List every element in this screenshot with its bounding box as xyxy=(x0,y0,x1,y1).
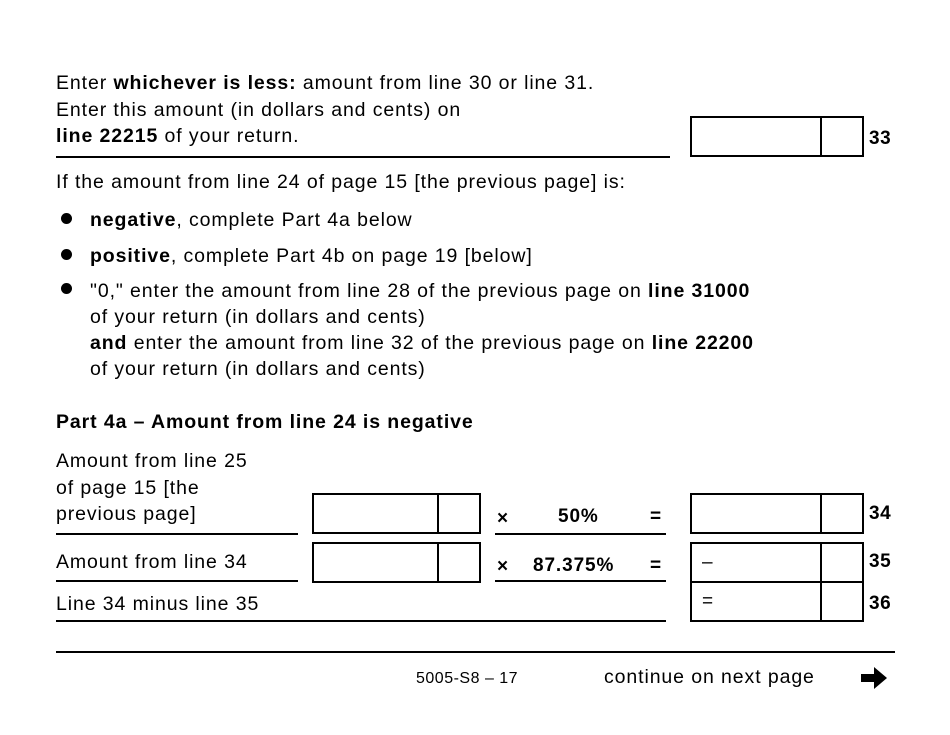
row34-rate: 50% xyxy=(558,506,599,527)
minus-sign: – xyxy=(702,552,714,573)
row36-amount-field[interactable] xyxy=(690,581,864,622)
bullet-zero-line3: and enter the amount from line 32 of the previous page on line 22200 xyxy=(90,332,754,354)
row35-input-field[interactable] xyxy=(312,542,481,583)
line33-instruction-2: Enter this amount (in dollars and cents) on xyxy=(56,99,462,121)
right-arrow-icon xyxy=(859,666,889,690)
equals-sign: = xyxy=(702,591,714,612)
row36-label: Line 34 minus line 35 xyxy=(56,593,260,615)
cents-divider xyxy=(820,116,822,157)
page-code: 5005-S8 – 17 xyxy=(416,670,519,687)
bullet-zero-line1: "0," enter the amount from line 28 of the previous page on line 31000 xyxy=(90,280,751,302)
row36-number: 36 xyxy=(869,593,892,614)
line33-amount-field[interactable] xyxy=(690,116,864,157)
bullet-zero-line2: of your return (in dollars and cents) xyxy=(90,306,426,328)
footer-rule xyxy=(56,651,895,653)
bullet-icon xyxy=(61,213,72,224)
row35-label: Amount from line 34 xyxy=(56,551,248,573)
row34-times: × xyxy=(497,508,509,529)
bullet-icon xyxy=(61,249,72,260)
row36-underline xyxy=(56,620,666,622)
cents-divider xyxy=(820,493,822,534)
row35-times: × xyxy=(497,556,509,577)
row35-label-underline xyxy=(56,580,298,582)
line33-instruction-1: Enter whichever is less: amount from line 30 or line 31. xyxy=(56,72,595,94)
row34-label-underline xyxy=(56,533,298,535)
row34-label-2: of page 15 [the xyxy=(56,477,200,499)
line33-instruction-3: line 22215 of your return. xyxy=(56,125,300,147)
part4a-heading: Part 4a – Amount from line 24 is negative xyxy=(56,411,474,433)
cents-divider xyxy=(820,581,822,622)
cents-divider xyxy=(437,493,439,534)
bullet-zero-line4: of your return (in dollars and cents) xyxy=(90,358,426,380)
condition-intro: If the amount from line 24 of page 15 [the previous page] is: xyxy=(56,171,626,193)
row34-amount-field[interactable] xyxy=(690,493,864,534)
bullet-negative: negative, complete Part 4a below xyxy=(90,209,413,231)
row35-amount-field[interactable] xyxy=(690,542,864,583)
bullet-positive: positive, complete Part 4b on page 19 [below] xyxy=(90,245,533,267)
continue-text: continue on next page xyxy=(604,666,815,688)
row35-rate: 87.375% xyxy=(533,555,615,576)
row34-input-field[interactable] xyxy=(312,493,481,534)
cents-divider xyxy=(437,542,439,583)
row34-number: 34 xyxy=(869,503,892,524)
row34-label-3: previous page] xyxy=(56,503,197,525)
cents-divider xyxy=(820,542,822,583)
row35-calc-underline xyxy=(495,580,666,582)
line33-underline xyxy=(56,156,670,158)
row34-calc-underline xyxy=(495,533,666,535)
row35-equals: = xyxy=(650,555,662,576)
row34-label-1: Amount from line 25 xyxy=(56,450,248,472)
row35-number: 35 xyxy=(869,551,892,572)
bullet-icon xyxy=(61,283,72,294)
row34-equals: = xyxy=(650,506,662,527)
line33-number: 33 xyxy=(869,128,892,149)
